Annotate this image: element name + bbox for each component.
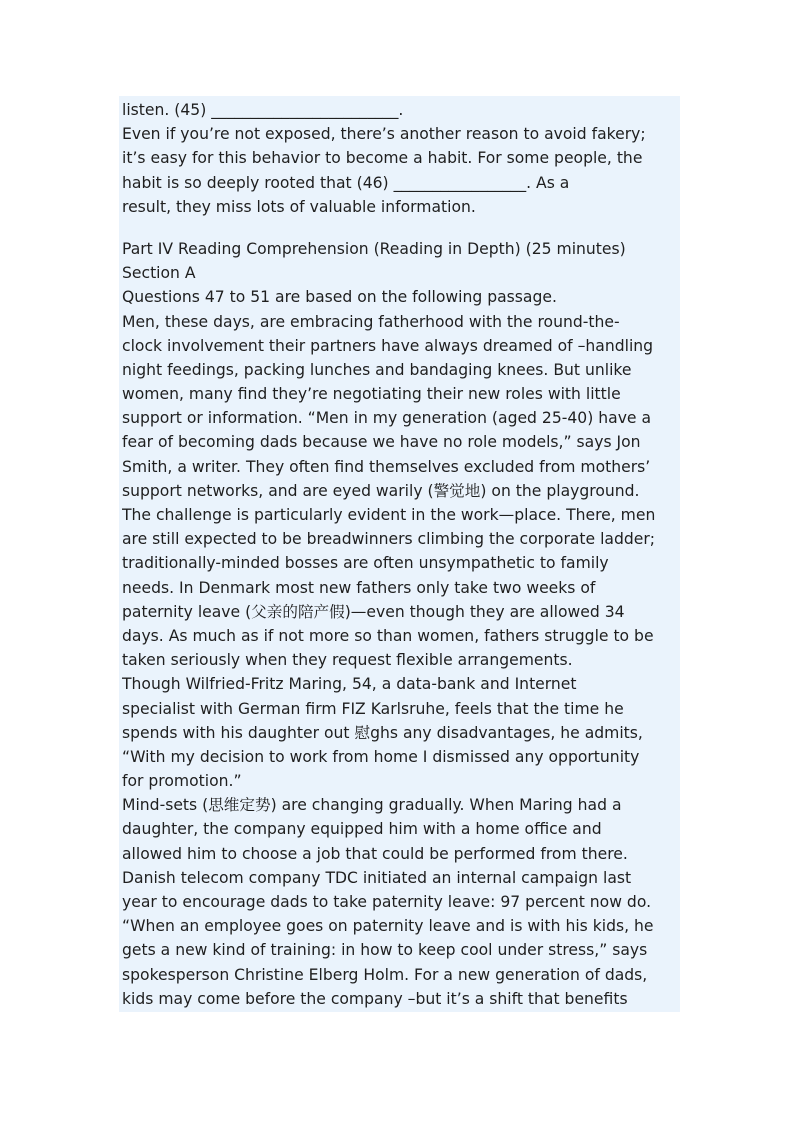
text-line: for promotion.” <box>122 772 242 791</box>
text-line: women, many find they’re negotiating their new roles with little <box>122 385 621 404</box>
text-line: fear of becoming dads because we have no role models,” says Jon <box>122 433 641 452</box>
text-line: year to encourage dads to take paternity leave: 97 percent now do. <box>122 893 652 911</box>
text-line: “With my decision to work from home I dismissed any opportunity <box>122 747 640 766</box>
text-line: habit is so deeply rooted that (46) _________________. As a <box>122 173 570 192</box>
text-line: paternity leave (父亲的陪产假)—even though they are allowed 34 <box>122 602 625 621</box>
text-line: daughter, the company equipped him with a home office and <box>122 820 602 839</box>
text-line: traditionally-minded bosses are often unsympathetic to family <box>122 554 609 573</box>
text-line: taken seriously when they request flexible arrangements. <box>122 651 573 670</box>
text-line: Danish telecom company TDC initiated an internal campaign last <box>122 868 632 887</box>
text-line: kids may come before the company –but it’s a shift that benefits <box>122 989 628 1008</box>
text-line: support or information. “Men in my generation (aged 25-40) have a <box>122 409 652 428</box>
text-line: gets a new kind of training: in how to keep cool under stress,” says <box>122 941 648 960</box>
text-line: Men, these days, are embracing fatherhood with the round-the- <box>122 312 620 331</box>
text-line: “When an employee goes on paternity leave and is with his kids, he <box>122 917 654 936</box>
text-line: days. As much as if not more so than women, fathers struggle to be <box>122 626 654 645</box>
part-iv-section <box>122 237 680 1011</box>
text-line: support networks, and are eyed warily (警觉地) on the playground. <box>122 481 640 500</box>
text-line: The challenge is particularly evident in the work—place. There, men <box>122 506 656 524</box>
text-line: Mind-sets (思维定势) are changing gradually. When Maring had a <box>122 796 622 815</box>
text-line: result, they miss lots of valuable information. <box>122 197 476 216</box>
text-line: allowed him to choose a job that could be performed from there. <box>122 844 628 863</box>
text-line: spends with his daughter out 慰ghs any disadvantages, he admits, <box>122 723 643 742</box>
document-text-block <box>119 96 680 1012</box>
text-line: are still expected to be breadwinners climbing the corporate ladder; <box>122 530 656 549</box>
section-subheading: Section A <box>122 264 196 283</box>
paragraph-gap <box>122 219 680 237</box>
section-heading: Part IV Reading Comprehension (Reading in Depth) (25 minutes) <box>122 239 626 258</box>
text-line: night feedings, packing lunches and bandaging knees. But unlike <box>122 360 632 379</box>
text-line: Even if you’re not exposed, there’s another reason to avoid fakery; <box>122 125 646 144</box>
question-instruction: Questions 47 to 51 are based on the following passage. <box>122 288 557 307</box>
text-line: specialist with German firm FIZ Karlsruhe, feels that the time he <box>122 699 624 718</box>
text-line: it’s easy for this behavior to become a habit. For some people, the <box>122 149 643 168</box>
text-line: spokesperson Christine Elberg Holm. For a new generation of dads, <box>122 965 648 984</box>
text-line: Smith, a writer. They often find themselves excluded from mothers’ <box>122 457 651 476</box>
text-line: needs. In Denmark most new fathers only take two weeks of <box>122 578 596 597</box>
text-line: clock involvement their partners have always dreamed of –handling <box>122 336 654 355</box>
text-line: listen. (45) ________________________. <box>122 101 404 119</box>
text-line: Though Wilfried-Fritz Maring, 54, a data-bank and Internet <box>122 675 577 694</box>
paragraph-group-45-46 <box>122 98 680 219</box>
